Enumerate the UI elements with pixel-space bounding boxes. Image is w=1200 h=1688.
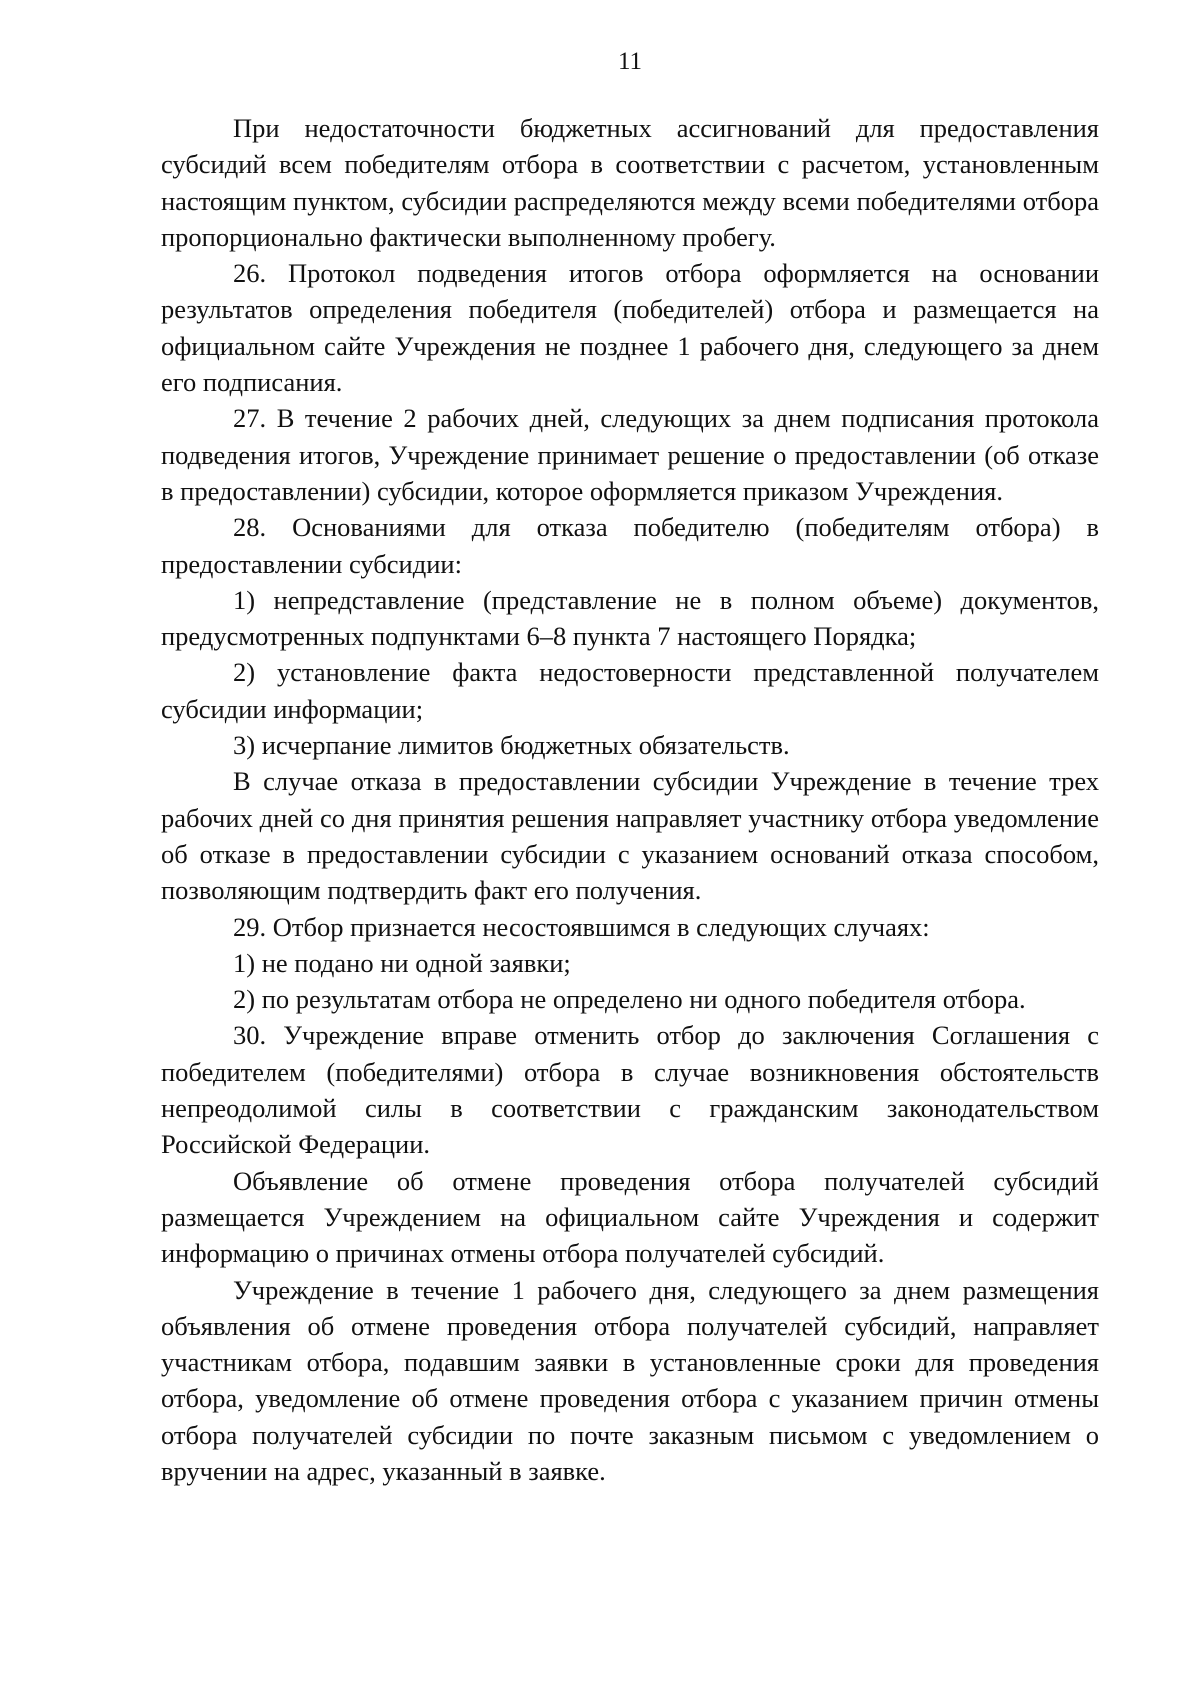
paragraph-28-item-1: 1) непредставление (представление не в полном объеме) документов, предусмотренных подпунктами 6–8 пункта 7 настоящего Порядка; [161, 584, 1099, 652]
paragraph-30: 30. Учреждение вправе отменить отбор до заключения Соглашения с победителем (победителями) отбора в случае возникновения обстоятельств непреодолимой силы в соответствии с гражданским законодательством Российской Федерации. [161, 1020, 1099, 1160]
paragraph-28: 28. Основаниями для отказа победителю (победителям отбора) в предоставлении субсидии: [161, 512, 1099, 579]
paragraph-26: 26. Протокол подведения итогов отбора оформляется на основании результатов определения победителя (победителей) отбора и размещается на официальном сайте Учреждения не позднее 1 рабочего дня, следующего за днем его подписания. [161, 258, 1099, 398]
paragraph-28-item-2: 2) установление факта недостоверности представленной получателем субсидии информации; [161, 657, 1099, 724]
paragraph-budget-shortfall: При недостаточности бюджетных ассигнований для предоставления субсидий всем победителям отбора в соответствии с расчетом, установленным настоящим пунктом, субсидии распределяются между всеми победителями отбора пропорционально фактически выполненному пробегу. [161, 113, 1099, 252]
paragraph-cancellation-announcement: Объявление об отмене проведения отбора получателей субсидий размещается Учреждением на официальном сайте Учреждения и содержит информацию о причинах отмены отбора получателей субсидий. [161, 1165, 1099, 1269]
paragraph-29: 29. Отбор признается несостоявшимся в следующих случаях: [233, 911, 930, 942]
paragraph-refusal-notice: В случае отказа в предоставлении субсидии Учреждение в течение трех рабочих дней со дня принятия решения направляет участнику отбора уведомление об отказе в предоставлении субсидии с указанием оснований отказа способом, позволяющим подтвердить факт его получения. [161, 766, 1099, 906]
paragraph-29-item-2: 2) по результатам отбора не определено ни одного победителя отбора. [233, 984, 1026, 1015]
document-body [161, 110, 1099, 1489]
paragraph-cancellation-notice: Учреждение в течение 1 рабочего дня, следующего за днем размещения объявления об отмене проведения отбора получателей субсидий, направляет участникам отбора, подавшим заявки в установленные сроки для проведения отбора, уведомление об отмене проведения отбора с указанием причин отмены отбора получателей субсидии по почте заказным письмом с уведомлением о вручении на адрес, указанный в заявке. [161, 1274, 1099, 1486]
paragraph-29-item-1: 1) не подано ни одной заявки; [233, 947, 571, 978]
page-number: 11 [617, 48, 643, 75]
paragraph-27: 27. В течение 2 рабочих дней, следующих за днем подписания протокола подведения итогов, Учреждение принимает решение о предоставлении (об отказе в предоставлении) субсидии, которое оформляется приказом Учреждения. [161, 403, 1099, 506]
paragraph-28-item-3: 3) исчерпание лимитов бюджетных обязательств. [233, 730, 790, 761]
